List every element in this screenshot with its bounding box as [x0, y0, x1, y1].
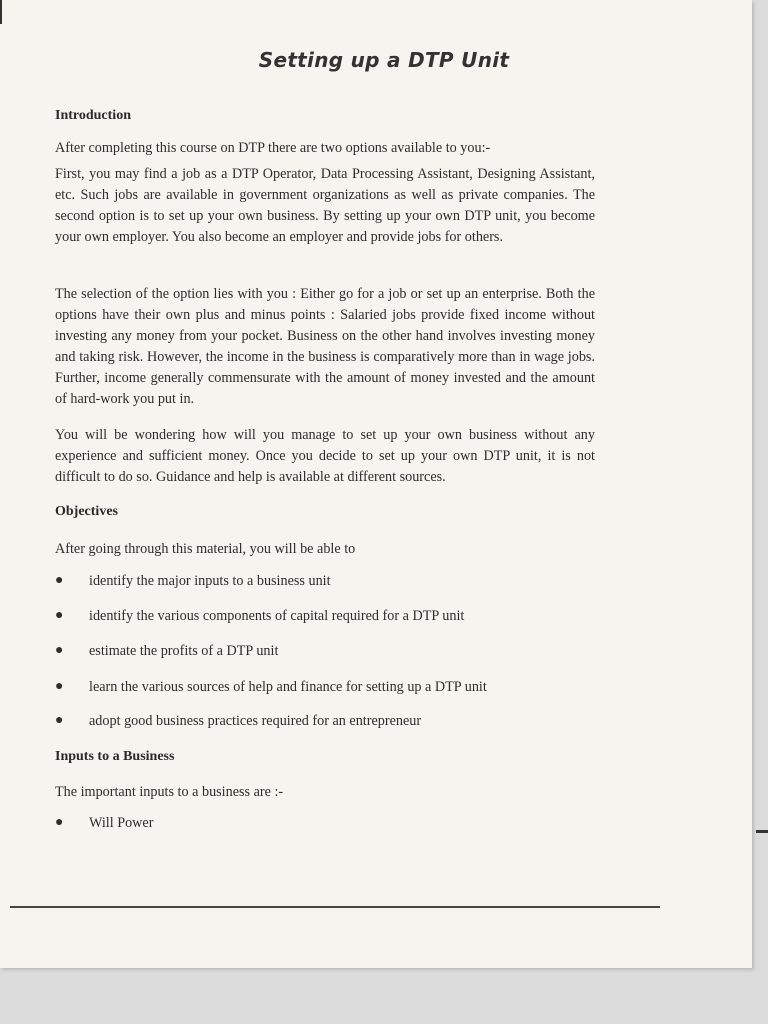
bullet-icon: ●	[55, 608, 64, 623]
inputs-intro: The important inputs to a business are :-	[55, 784, 284, 800]
objective-text: estimate the profits of a DTP unit	[89, 643, 279, 659]
heading-objectives: Objectives	[55, 504, 118, 519]
bullet-icon: ●	[55, 815, 64, 830]
footer-rule	[10, 906, 660, 908]
bullet-icon: ●	[55, 573, 64, 588]
intro-paragraph-2: First, you may find a job as a DTP Operator, Data Processing Assistant, Designing Assistant, etc. Such jobs are available in government organizations as well as private companies. The second option is to set up your own business. By setting up your own DTP unit, you become your own employer. You also become an employer and provide jobs for others.	[55, 166, 595, 245]
intro-paragraph-4: You will be wondering how will you manage to set up your own business without any experience and sufficient money. Once you decide to set up your own DTP unit, it is not difficult to do so. Guidance and help is available at different sources.	[55, 427, 595, 485]
objective-text: identify the various components of capital required for a DTP unit	[89, 608, 465, 624]
intro-paragraph-1: After completing this course on DTP there are two options available to you:-	[55, 140, 491, 156]
objective-text: adopt good business practices required for an entrepreneur	[89, 713, 422, 729]
input-text: Will Power	[89, 815, 154, 831]
objective-text: identify the major inputs to a business unit	[89, 573, 331, 589]
intro-paragraph-3: The selection of the option lies with you : Either go for a job or set up an enterprise. Both the options have their own plus and minus points : Salaried jobs provide fixed income without investing any money from your pocket. Business on the other hand involves investing money and taking risk. However, the income in the business is comparatively more than in wage jobs. Further, income generally commensurate with the amount of money invested and the amount of hard-work you put in.	[55, 286, 595, 407]
objectives-intro: After going through this material, you will be able to	[55, 541, 356, 557]
heading-inputs: Inputs to a Business	[55, 749, 175, 764]
scan-edge-mark	[0, 0, 2, 24]
objective-text: learn the various sources of help and finance for setting up a DTP unit	[89, 679, 487, 695]
bullet-icon: ●	[55, 713, 64, 728]
heading-introduction: Introduction	[55, 108, 131, 123]
bullet-icon: ●	[55, 679, 64, 694]
bullet-icon: ●	[55, 643, 64, 658]
page-title: Setting up a DTP Unit	[258, 48, 510, 72]
scan-edge-tick	[756, 830, 768, 833]
